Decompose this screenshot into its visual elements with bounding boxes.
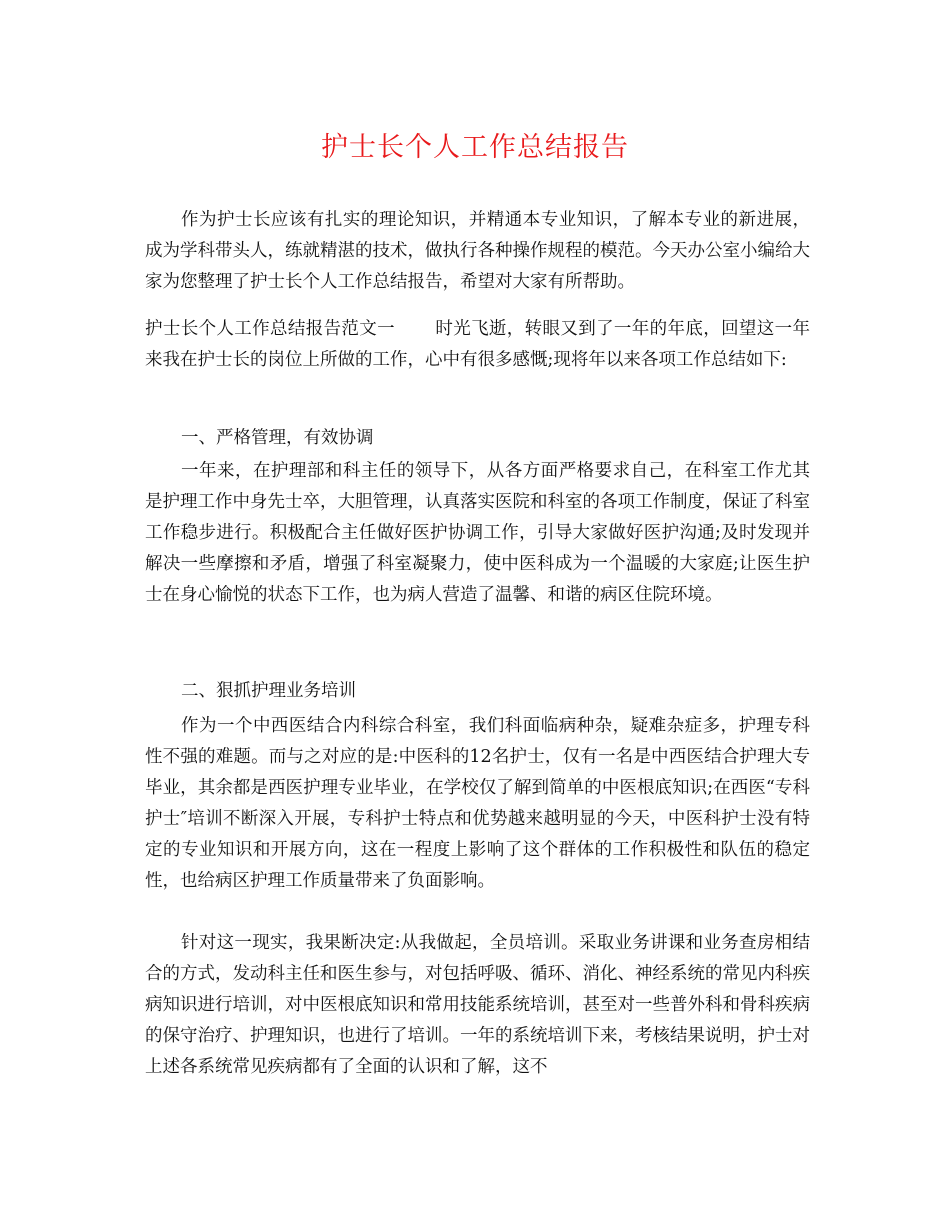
section2-body-continued: 针对这一现实，我果断决定:从我做起，全员培训。采取业务讲课和业务查房相结合的方式，发动科主任和医生参与，对包括呼吸、循环、消化、神经系统的常见内科疾病知识进行培训，对中医根底知识和常用技能系统培训，甚至对一些普外科和骨科疾病的保守治疗、护理知识，也进行了培训。一年的系统培训下来，考核结果说明，护士对上述各系统常见疾病都有了全面的认识和了解，这不 [145, 933, 810, 1077]
section1-body: 一年来，在护理部和科主任的领导下，从各方面严格要求自己，在科室工作尤其是护理工作中身先士卒，大胆管理，认真落实医院和科室的各项工作制度，保证了科室工作稳步进行。积极配合主任做好医护协调工作，引导大家做好医护沟通;及时发现并解决一些摩擦和矛盾，增强了科室凝聚力，使中医科成为一个温暖的大家庭;让医生护士在身心愉悦的状态下工作，也为病人营造了温馨、和谐的病区住院环境。 [145, 461, 810, 605]
sample-opening: 时光飞逝，转眼又到了一年的年底，回望这一年来我在护士长的岗位上所做的工作，心中有很多感慨;现将年以来各项工作总结如下: [145, 319, 810, 370]
sample-label: 护士长个人工作总结报告范文一 [145, 319, 395, 339]
section2-body: 作为一个中西医结合内科综合科室，我们科面临病种杂，疑难杂症多，护理专科性不强的难题。而与之对应的是:中医科的12名护士，仅有一名是中西医结合护理大专毕业，其余都是西医护理专业毕业，在学校仅了解到简单的中医根底知识;在西医“专科护士″培训不断深入开展，专科护士特点和优势越来越明显的今天，中医科护士没有特定的专业知识和开展方向，这在一程度上影响了这个群体的工作积极性和队伍的稳定性，也给病区护理工作质量带来了负面影响。 [145, 716, 810, 891]
section1-heading: 一、严格管理，有效协调 [181, 428, 374, 448]
sample-paragraph [145, 314, 810, 410]
section2-heading: 二、狠抓护理业务培训 [181, 681, 356, 701]
intro-paragraph: 作为护士长应该有扎实的理论知识，并精通本专业知识，了解本专业的新进展，成为学科带头人，练就精湛的技术，做执行各种操作规程的模范。今天办公室小编给大家为您整理了护士长个人工作总结报告，希望对大家有所帮助。 [145, 210, 810, 292]
document-title: 护士长个人工作总结报告 [321, 132, 629, 163]
